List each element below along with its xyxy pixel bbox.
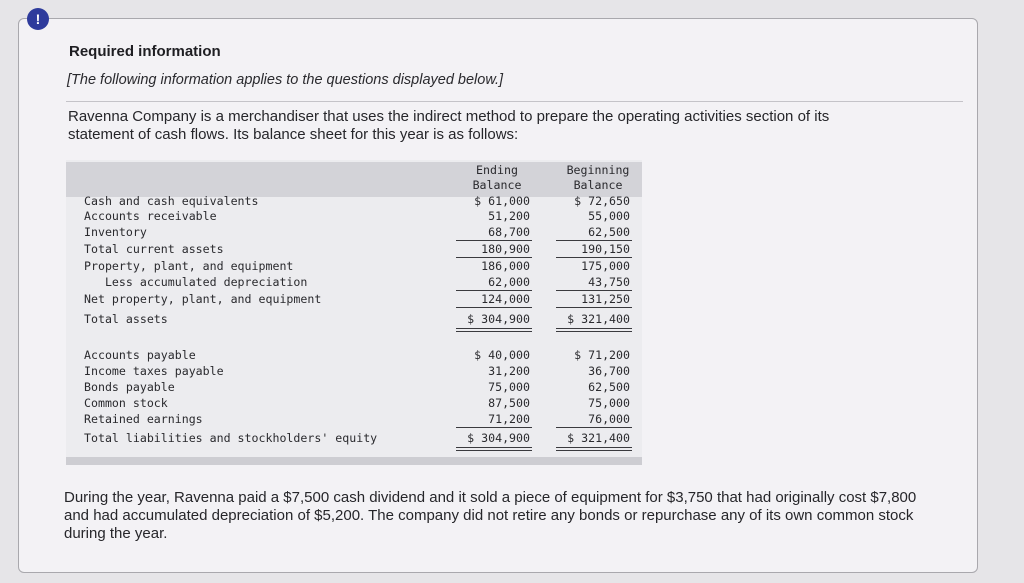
ending-value: 51,200	[488, 209, 530, 223]
row-label: Cash and cash equivalents	[84, 194, 259, 208]
ending-value: $ 304,900	[467, 312, 530, 326]
beginning-value: 175,000	[581, 259, 630, 273]
row-label: Retained earnings	[84, 412, 203, 426]
beginning-value: 76,000	[588, 412, 630, 426]
subtotal-rule	[556, 240, 632, 241]
total-double-rule	[456, 328, 532, 329]
header-line: Balance	[573, 178, 623, 192]
closing-paragraph: During the year, Ravenna paid a $7,500 cash dividend and it sold a piece of equipment for $3,750 that had originally cost $7,800 and had accumulated depreciation of $5,200. The company did not retire any bonds or repurchase any of its own common stock during the year.	[64, 489, 917, 542]
intro-paragraph: Ravenna Company is a merchandiser that uses the indirect method to prepare the operating activities section of its statement of cash flows. Its balance sheet for this year is as follows:	[68, 108, 830, 143]
info-note: [The following information applies to the questions displayed below.]	[67, 72, 504, 88]
subtotal-rule	[556, 257, 632, 258]
header-line: Ending	[476, 163, 518, 177]
beginning-value: 75,000	[588, 396, 630, 410]
beginning-value: 43,750	[588, 275, 630, 289]
row-label: Inventory	[84, 225, 147, 239]
beginning-value: $ 321,400	[567, 431, 630, 445]
beginning-value: 36,700	[588, 364, 630, 378]
beginning-value: $ 72,650	[574, 194, 630, 208]
total-double-rule	[456, 450, 532, 451]
row-label: Income taxes payable	[84, 364, 224, 378]
ending-value: $ 61,000	[474, 194, 530, 208]
beginning-value: 62,500	[588, 225, 630, 239]
header-line: Balance	[472, 178, 522, 192]
alert-icon: !	[27, 8, 49, 30]
beginning-value: 55,000	[588, 209, 630, 223]
beginning-value: $ 71,200	[574, 348, 630, 362]
divider	[66, 101, 963, 102]
ending-value: 71,200	[488, 412, 530, 426]
row-label: Bonds payable	[84, 380, 175, 394]
subtotal-rule	[456, 257, 532, 258]
subtotal-rule	[556, 307, 632, 308]
row-label: Property, plant, and equipment	[84, 259, 294, 273]
ending-value: 124,000	[481, 292, 530, 306]
ending-value: 31,200	[488, 364, 530, 378]
total-double-rule	[556, 331, 632, 332]
total-double-rule	[456, 331, 532, 332]
subtotal-rule	[556, 427, 632, 428]
subtotal-rule	[456, 307, 532, 308]
row-label: Net property, plant, and equipment	[84, 292, 322, 306]
row-label: Accounts payable	[84, 348, 196, 362]
ending-value: 186,000	[481, 259, 530, 273]
row-label: Accounts receivable	[84, 209, 217, 223]
beginning-value: 190,150	[581, 242, 630, 256]
ending-value: 68,700	[488, 225, 530, 239]
total-double-rule	[456, 447, 532, 448]
page-title: Required information	[69, 43, 221, 60]
ending-value: $ 40,000	[474, 348, 530, 362]
beginning-value: 131,250	[581, 292, 630, 306]
ending-value: 62,000	[488, 275, 530, 289]
subtotal-rule	[556, 290, 632, 291]
ending-value: $ 304,900	[467, 431, 530, 445]
row-label: Less accumulated depreciation	[84, 275, 308, 289]
row-label: Common stock	[84, 396, 168, 410]
total-double-rule	[556, 450, 632, 451]
row-label: Total assets	[84, 312, 168, 326]
beginning-value: $ 321,400	[567, 312, 630, 326]
row-label: Total liabilities and stockholders' equity	[84, 431, 378, 445]
ending-value: 87,500	[488, 396, 530, 410]
subtotal-rule	[456, 427, 532, 428]
total-double-rule	[556, 328, 632, 329]
row-label: Total current assets	[84, 242, 224, 256]
balance-sheet-footer	[66, 457, 642, 465]
ending-value: 75,000	[488, 380, 530, 394]
subtotal-rule	[456, 240, 532, 241]
ending-value: 180,900	[481, 242, 530, 256]
beginning-balance-header	[558, 163, 638, 193]
total-double-rule	[556, 447, 632, 448]
ending-balance-header	[460, 163, 534, 193]
beginning-value: 62,500	[588, 380, 630, 394]
balance-sheet-header	[66, 162, 642, 197]
subtotal-rule	[456, 290, 532, 291]
header-line: Beginning	[566, 163, 630, 177]
